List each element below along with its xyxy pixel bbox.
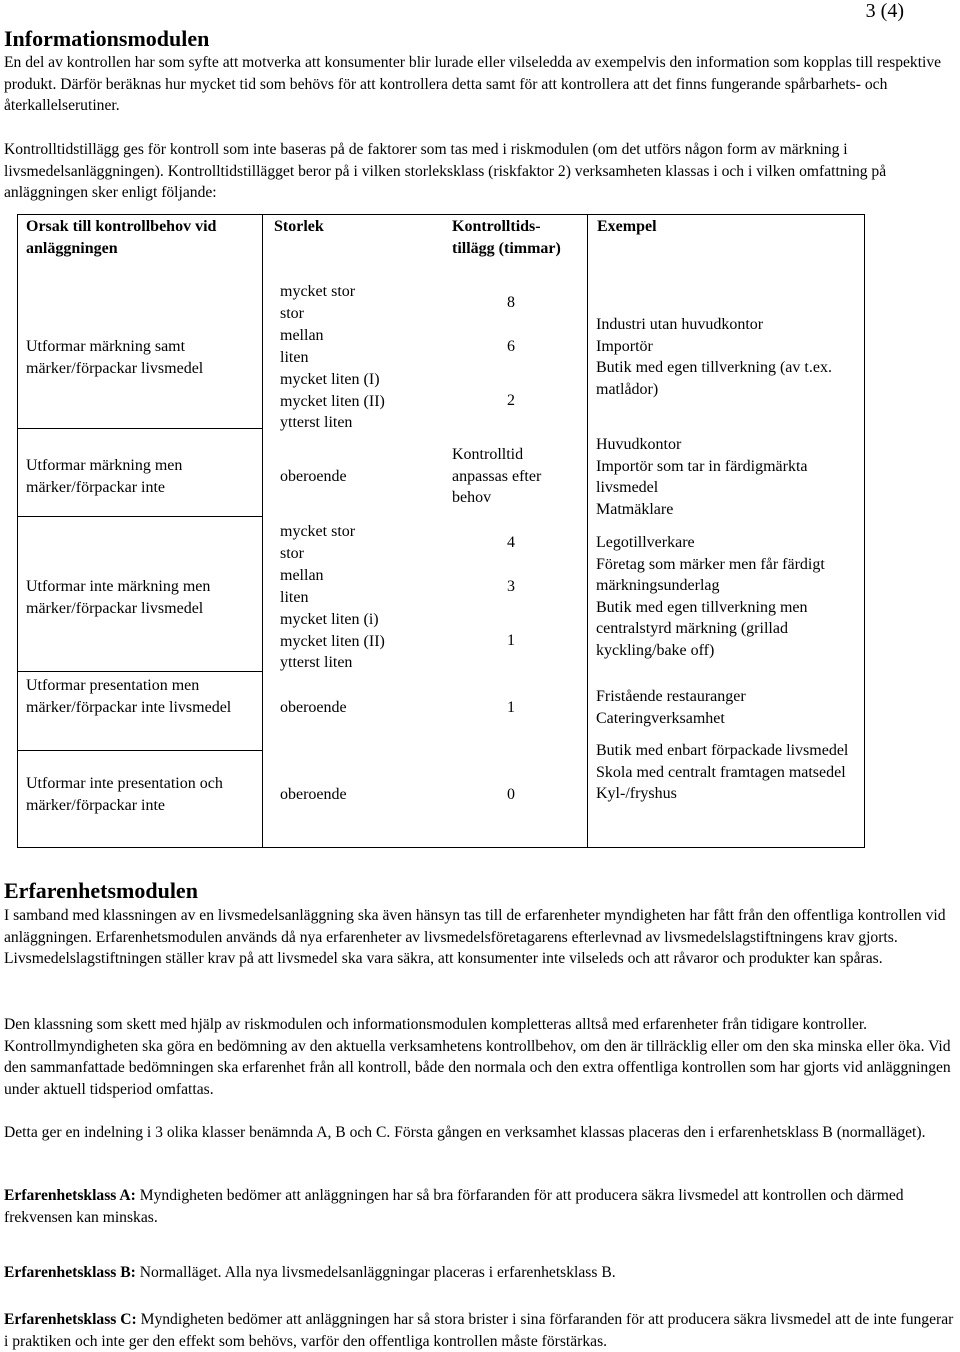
row-2-orsak: Utformar märkning men märker/förpackar inte [26,457,183,496]
page-number: 3 (4) [865,0,904,22]
class-b-label: Erfarenhetsklass B: [4,1264,136,1281]
table-column-divider-3 [587,214,588,848]
experience-module-paragraph-2: Den klassning som skett med hjälp av riskmodulen och informationsmodulen kompletteras alltså med erfarenheter från tidigare kontroller. Kontrollmyndigheten ska göra en bedömning av den aktuella verksamhetens kontrollbehov, om den är tillräcklig eller om den ska minska eller öka. Vid den sammanfattade bedömningen ska erfarenhet från all kontroll, både den normala och den extra offentliga kontrollen som har gjorts vid anläggningen under aktuell tidsperiod omfattas. [4,1016,951,1098]
row-3-exempel: Legotillverkare Företag som märker men får färdigt märkningsunderlag Butik med egen tillverkning men centralstyrd märkning (grillad kyckling/bake off) [596,534,825,659]
info-module-paragraph-1: En del av kontrollen har som syfte att motverka att konsumenter blir lurade eller vilseledda av exempelvis den information som kopplas till respektive produkt. Därför beräknas hur mycket tid som behövs för att kontrollera detta samt för att kontrollera att det finns fungerande spårbarhets- och återkallelserutiner. [4,54,942,114]
row-5-hours-1: 0 [507,786,515,803]
table-border-left [17,214,18,848]
info-module-paragraph-2: Kontrolltidstillägg ges för kontroll som inte baseras på de faktorer som tas med i riskmodulen (om det utförs någon form av märkning i livsmedelsanläggningen). Kontrolltidstillägget beror på i vilken storleksklass (riskfaktor 2) verksamheten klassas i och i vilken omfattning på anläggningen sker enligt följande: [4,141,887,201]
class-b-text: Normalläget. Alla nya livsmedelsanläggningar placeras i erfarenhetsklass B. [135,1264,616,1281]
table-border-right [864,214,865,848]
header-storlek: Storlek [274,218,324,235]
experience-class-b [4,1262,958,1284]
row-4-exempel: Fristående restauranger Cateringverksamhet [596,688,746,727]
row-3-size-2: mellan liten [280,567,324,606]
header-tillagg: Kontrolltids-tillägg (timmar) [452,218,561,257]
row-5-size-1: oberoende [280,786,347,803]
row-3-size-3: mycket liten (i) mycket liten (II) ytterst liten [280,611,385,672]
table-row-divider [17,671,263,672]
row-4-orsak: Utformar presentation men märker/förpackar inte livsmedel [26,677,232,716]
class-a-text: Myndigheten bedömer att anläggningen har så bra förfaranden för att producera säkra livsmedel att kontrollen och därmed frekvensen kan minskas. [4,1187,904,1226]
row-3-hours-3: 1 [507,632,515,649]
row-2-hours-1: Kontrolltid anpassas efter behov [452,446,542,507]
info-module-heading: Informationsmodulen [4,26,210,51]
row-1-size-2: mellan liten [280,327,324,366]
row-4-hours-1: 1 [507,699,515,716]
control-time-table [17,214,865,848]
table-column-divider-1 [262,214,263,848]
class-a-label: Erfarenhetsklass A: [4,1187,136,1204]
row-1-hours-1: 8 [507,294,515,311]
header-exempel: Exempel [597,218,657,235]
row-1-hours-2: 6 [507,338,515,355]
table-row-divider [17,516,263,517]
row-1-size-3: mycket liten (I) mycket liten (II) ytterst liten [280,371,385,432]
row-3-hours-1: 4 [507,534,515,551]
row-2-exempel: Huvudkontor Importör som tar in färdigmärkta livsmedel Matmäklare [596,436,808,518]
row-5-exempel: Butik med enbart förpackade livsmedel Skola med centralt framtagen matsedel Kyl-/fryshus [596,742,849,803]
table-border-bottom [17,847,865,848]
experience-class-a [4,1185,958,1228]
row-1-exempel: Industri utan huvudkontor Importör Butik med egen tillverkning (av t.ex. matlådor) [596,316,832,398]
table-row-divider [17,428,263,429]
class-c-label: Erfarenhetsklass C: [4,1311,137,1328]
row-3-orsak: Utformar inte märkning men märker/förpackar livsmedel [26,578,211,617]
row-5-orsak: Utformar inte presentation och märker/förpackar inte [26,775,223,814]
class-c-text: Myndigheten bedömer att anläggningen har så stora brister i sina förfaranden för att producera säkra livsmedel att de inte fungerar i praktiken och inte ger den effekt som behövs, varför den offentliga kontrollen måste förstärkas. [4,1311,954,1350]
experience-class-c [4,1309,958,1352]
table-row-divider [17,750,263,751]
experience-module-heading: Erfarenhetsmodulen [4,878,198,903]
experience-module-paragraph-3: Detta ger en indelning i 3 olika klasser benämnda A, B och C. Första gången en verksamhet klassas placeras den i erfarenhetsklass B (normalläget). [4,1124,926,1141]
row-1-size-1: mycket stor stor [280,283,356,322]
table-border-top [17,214,865,215]
header-orsak: Orsak till kontrollbehov vid anläggningen [26,218,217,257]
row-3-hours-2: 3 [507,578,515,595]
row-4-size-1: oberoende [280,699,347,716]
row-1-orsak: Utformar märkning samt märker/förpackar livsmedel [26,338,204,377]
row-1-hours-3: 2 [507,392,515,409]
experience-module-paragraph-1: I samband med klassningen av en livsmedelsanläggning ska även hänsyn tas till de erfarenheter myndigheten har fått från den offentliga kontrollen vid anläggningen. Erfarenhetsmodulen används då nya erfarenheter av livsmedelsföretagarens efterlevnad av livsmedelslagstiftningens krav gjorts. Livsmedelslagstiftningen ställer krav på att livsmedel ska vara säkra, att konsumenter inte vilseleds och att råvaror och produkter kan spåras. [4,907,946,967]
row-3-size-1: mycket stor stor [280,523,356,562]
row-2-size-1: oberoende [280,468,347,485]
